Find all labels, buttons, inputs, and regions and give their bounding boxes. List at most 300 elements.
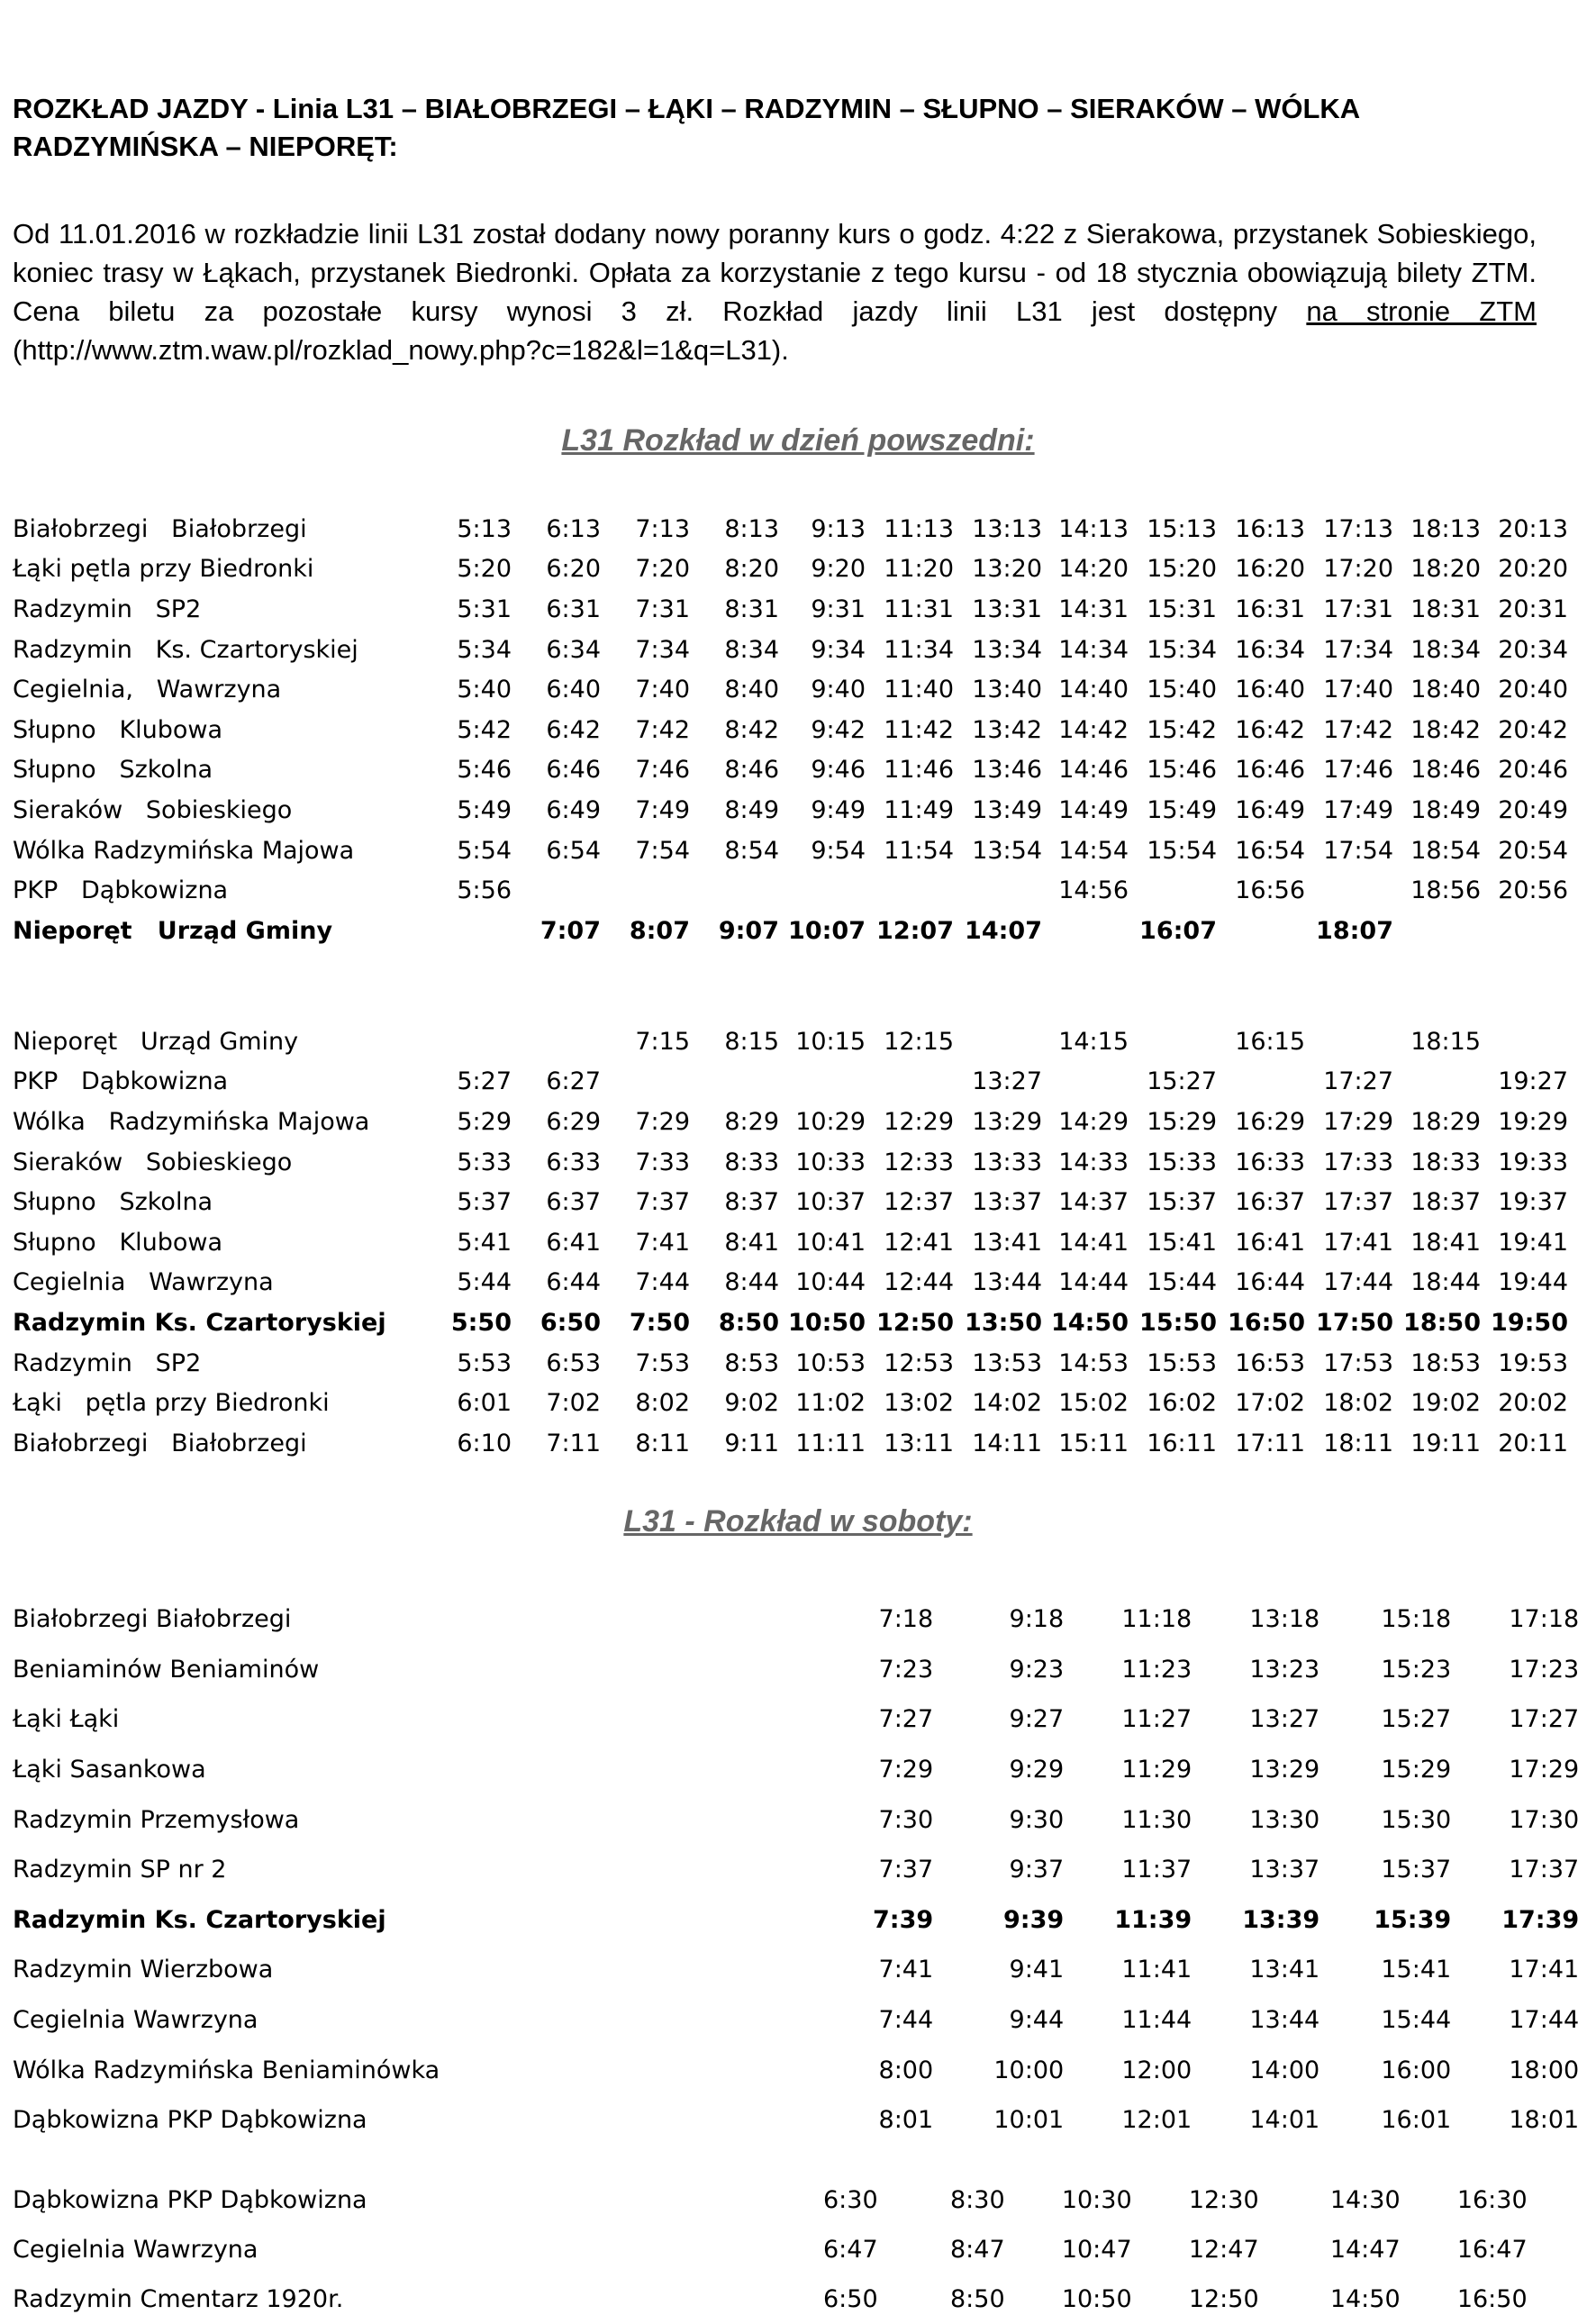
departure-time: 15:34 <box>1147 635 1217 664</box>
departure-time: 5:44 <box>457 1268 512 1297</box>
departure-time: 11:30 <box>1121 1805 1192 1834</box>
departure-time: 11:46 <box>884 756 954 785</box>
departure-time: 15:33 <box>1147 1148 1217 1176</box>
departure-time: 14:02 <box>972 1389 1042 1418</box>
departure-time: 7:11 <box>546 1429 601 1457</box>
departure-time: 5:34 <box>457 635 512 664</box>
departure-time: 12:50 <box>876 1308 954 1337</box>
departure-time: 13:42 <box>972 715 1042 744</box>
departure-time: 11:18 <box>1121 1605 1192 1634</box>
timetable-row <box>13 1383 1568 1423</box>
departure-time: 11:39 <box>1114 1905 1192 1934</box>
stop-name: Białobrzegi Białobrzegi <box>13 514 307 543</box>
departure-time: 15:23 <box>1381 1655 1452 1684</box>
timetable-row <box>13 1945 1579 1995</box>
departure-time: 13:11 <box>884 1429 954 1457</box>
timetable-row <box>13 1794 1579 1845</box>
departure-time: 15:27 <box>1147 1067 1217 1096</box>
departure-time: 17:29 <box>1323 1107 1393 1136</box>
departure-time <box>436 911 512 951</box>
departure-time: 17:46 <box>1323 756 1393 785</box>
departure-time: 6:49 <box>546 795 601 824</box>
timetable-row <box>13 790 1568 831</box>
departure-time: 7:30 <box>878 1805 934 1834</box>
departure-time: 17:50 <box>1316 1308 1393 1337</box>
departure-time: 15:40 <box>1147 676 1217 704</box>
stop-name: Łąki pętla przy Biedronki <box>13 1389 330 1418</box>
stop-name: Słupno Klubowa <box>13 1228 223 1257</box>
departure-time: 5:49 <box>457 795 512 824</box>
departure-time: 8:40 <box>724 676 779 704</box>
departure-time: 13:39 <box>1242 1905 1320 1934</box>
departure-time: 18:11 <box>1323 1429 1393 1457</box>
departure-time: 7:31 <box>635 595 690 623</box>
departure-time <box>1305 870 1393 911</box>
departure-time: 6:50 <box>823 2285 878 2313</box>
departure-time: 8:46 <box>724 756 779 785</box>
departure-time: 12:01 <box>1121 2106 1192 2135</box>
departure-time: 9:23 <box>1009 1655 1065 1684</box>
departure-time: 11:41 <box>1121 1956 1192 1984</box>
departure-time: 16:20 <box>1235 555 1305 584</box>
departure-time: 5:27 <box>457 1067 512 1096</box>
departure-time: 18:37 <box>1410 1188 1481 1217</box>
departure-time: 14:30 <box>1329 2186 1401 2214</box>
departure-time: 17:20 <box>1323 555 1393 584</box>
intro-paragraph <box>13 214 1537 369</box>
departure-time: 14:47 <box>1329 2236 1401 2264</box>
departure-time: 14:40 <box>1058 676 1129 704</box>
departure-time: 6:30 <box>823 2186 878 2214</box>
departure-time: 15:49 <box>1147 795 1217 824</box>
departure-time: 16:30 <box>1456 2186 1528 2214</box>
stop-name: Słupno Szkolna <box>13 1188 213 1217</box>
departure-time: 5:29 <box>457 1107 512 1136</box>
departure-time: 17:54 <box>1323 836 1393 865</box>
departure-time: 9:29 <box>1009 1756 1065 1784</box>
departure-time: 5:40 <box>457 676 512 704</box>
departure-time: 7:44 <box>878 2006 934 2035</box>
departure-time: 6:41 <box>546 1228 601 1257</box>
departure-time: 16:07 <box>1139 916 1217 945</box>
departure-time: 13:29 <box>972 1107 1042 1136</box>
departure-time: 19:27 <box>1498 1067 1568 1096</box>
departure-time: 8:50 <box>950 2285 1005 2313</box>
timetable-row <box>13 2274 1528 2324</box>
departure-time: 13:18 <box>1249 1605 1320 1634</box>
departure-time: 19:33 <box>1498 1148 1568 1176</box>
departure-time <box>954 870 1042 911</box>
departure-time: 8:29 <box>724 1107 779 1136</box>
departure-time: 7:02 <box>546 1389 601 1418</box>
timetable-row <box>13 549 1568 590</box>
departure-time: 16:49 <box>1235 795 1305 824</box>
departure-time: 16:44 <box>1235 1268 1305 1297</box>
departure-time: 13:50 <box>965 1308 1042 1337</box>
departure-time: 5:37 <box>457 1188 512 1217</box>
departure-time: 15:02 <box>1058 1389 1129 1418</box>
departure-time: 7:13 <box>635 514 690 543</box>
departure-time: 10:30 <box>1061 2186 1132 2214</box>
departure-time: 9:02 <box>724 1389 779 1418</box>
departure-time: 8:47 <box>950 2236 1005 2264</box>
timetable-row <box>13 1895 1579 1946</box>
timetable-row <box>13 2225 1528 2274</box>
departure-time: 18:13 <box>1410 514 1481 543</box>
departure-time <box>601 1062 690 1103</box>
departure-time: 14:11 <box>972 1429 1042 1457</box>
departure-time: 11:34 <box>884 635 954 664</box>
departure-time: 14:50 <box>1051 1308 1129 1337</box>
departure-time: 8:11 <box>635 1429 690 1457</box>
stop-name: Wólka Radzymińska Beniaminówka <box>13 2056 440 2084</box>
departure-time: 11:37 <box>1121 1856 1192 1884</box>
departure-time: 18:50 <box>1403 1308 1481 1337</box>
departure-time: 17:42 <box>1323 715 1393 744</box>
departure-time <box>1305 1021 1393 1062</box>
departure-time: 14:41 <box>1058 1228 1129 1257</box>
departure-time: 18:02 <box>1323 1389 1393 1418</box>
departure-time: 18:53 <box>1410 1348 1481 1377</box>
departure-time: 10:33 <box>795 1148 866 1176</box>
departure-time <box>1481 1021 1568 1062</box>
timetable-row <box>13 1182 1568 1222</box>
stop-name: Beniaminów Beniaminów <box>13 1655 320 1684</box>
departure-time: 14:44 <box>1058 1268 1129 1297</box>
departure-time: 14:33 <box>1058 1148 1129 1176</box>
departure-time: 20:46 <box>1498 756 1568 785</box>
departure-time: 18:42 <box>1410 715 1481 744</box>
departure-time: 14:37 <box>1058 1188 1129 1217</box>
departure-time: 19:29 <box>1498 1107 1568 1136</box>
departure-time: 16:02 <box>1147 1389 1217 1418</box>
timetable-row <box>13 750 1568 791</box>
departure-time: 16:33 <box>1235 1148 1305 1176</box>
timetable-row <box>13 1062 1568 1103</box>
departure-time: 7:20 <box>635 555 690 584</box>
departure-time: 14:54 <box>1058 836 1129 865</box>
stop-name: Radzymin SP2 <box>13 1348 202 1377</box>
departure-time: 14:13 <box>1058 514 1129 543</box>
departure-time: 8:34 <box>724 635 779 664</box>
departure-time: 13:31 <box>972 595 1042 623</box>
departure-time: 18:34 <box>1410 635 1481 664</box>
departure-time: 16:53 <box>1235 1348 1305 1377</box>
departure-time: 14:34 <box>1058 635 1129 664</box>
departure-time: 19:44 <box>1498 1268 1568 1297</box>
departure-time <box>1217 1062 1305 1103</box>
saturday-heading: L31 - Rozkład w soboty: <box>623 1504 973 1539</box>
stop-name: Cegielnia Wawrzyna <box>13 2236 258 2264</box>
stop-name: Radzymin Ks. Czartoryskiej <box>13 1905 386 1934</box>
stop-name: Wólka Radzymińska Majowa <box>13 1107 370 1136</box>
departure-time: 15:30 <box>1381 1805 1452 1834</box>
departure-time: 8:49 <box>724 795 779 824</box>
departure-time: 15:46 <box>1147 756 1217 785</box>
departure-time: 17:18 <box>1509 1605 1580 1634</box>
departure-time: 8:33 <box>724 1148 779 1176</box>
departure-time <box>1042 1062 1129 1103</box>
stop-name: Łąki Sasankowa <box>13 1756 206 1784</box>
departure-time: 13:54 <box>972 836 1042 865</box>
stop-name: Radzymin SP2 <box>13 595 202 623</box>
departure-time: 8:00 <box>878 2056 934 2084</box>
departure-time: 14:00 <box>1249 2056 1320 2084</box>
departure-time: 6:42 <box>546 715 601 744</box>
stop-name: Dąbkowizna PKP Dąbkowizna <box>13 2186 367 2214</box>
departure-time: 12:41 <box>884 1228 954 1257</box>
departure-time: 14:15 <box>1058 1027 1129 1056</box>
stop-name: Sieraków Sobieskiego <box>13 1148 293 1176</box>
departure-time: 12:30 <box>1188 2186 1259 2214</box>
departure-time: 13:40 <box>972 676 1042 704</box>
weekday-heading: L31 Rozkład w dzień powszedni: <box>561 423 1035 458</box>
departure-time: 13:33 <box>972 1148 1042 1176</box>
departure-time: 18:20 <box>1410 555 1481 584</box>
departure-time: 9:49 <box>811 795 866 824</box>
departure-time: 8:53 <box>724 1348 779 1377</box>
timetable-row <box>13 669 1568 710</box>
departure-time: 18:01 <box>1509 2106 1580 2135</box>
departure-time: 15:44 <box>1381 2006 1452 2035</box>
departure-time: 16:11 <box>1147 1429 1217 1457</box>
departure-time: 8:02 <box>635 1389 690 1418</box>
departure-time: 7:29 <box>635 1107 690 1136</box>
departure-time: 12:29 <box>884 1107 954 1136</box>
stop-name: Radzymin Ks. Czartoryskiej <box>13 1308 386 1337</box>
departure-time: 18:29 <box>1410 1107 1481 1136</box>
departure-time <box>1217 911 1305 951</box>
departure-time: 14:31 <box>1058 595 1129 623</box>
departure-time <box>1393 1062 1481 1103</box>
departure-time: 8:30 <box>950 2186 1005 2214</box>
departure-time: 9:34 <box>811 635 866 664</box>
departure-time: 5:53 <box>457 1348 512 1377</box>
departure-time: 6:13 <box>546 514 601 543</box>
departure-time: 16:13 <box>1235 514 1305 543</box>
stop-name: Radzymin Przemysłowa <box>13 1805 300 1834</box>
departure-time: 15:29 <box>1381 1756 1452 1784</box>
departure-time: 9:42 <box>811 715 866 744</box>
departure-time: 18:33 <box>1410 1148 1481 1176</box>
departure-time: 16:56 <box>1235 876 1305 905</box>
departure-time: 17:11 <box>1235 1429 1305 1457</box>
departure-time: 17:29 <box>1509 1756 1580 1784</box>
departure-time: 15:37 <box>1381 1856 1452 1884</box>
timetable-row <box>13 1303 1568 1343</box>
departure-time: 17:31 <box>1323 595 1393 623</box>
departure-time: 18:56 <box>1410 876 1481 905</box>
departure-time: 10:01 <box>993 2106 1065 2135</box>
timetable-row <box>13 1645 1579 1695</box>
departure-time: 17:33 <box>1323 1148 1393 1176</box>
departure-time <box>866 870 954 911</box>
departure-time: 6:31 <box>546 595 601 623</box>
departure-time <box>1481 911 1568 951</box>
ztm-link[interactable]: na stronie ZTM <box>1306 295 1537 327</box>
departure-time: 11:49 <box>884 795 954 824</box>
departure-time: 8:20 <box>724 555 779 584</box>
departure-time: 14:42 <box>1058 715 1129 744</box>
departure-time: 9:44 <box>1009 2006 1065 2035</box>
departure-time: 6:37 <box>546 1188 601 1217</box>
departure-time: 13:37 <box>1249 1856 1320 1884</box>
departure-time: 8:37 <box>724 1188 779 1217</box>
stop-name: Słupno Klubowa <box>13 715 223 744</box>
departure-time: 13:30 <box>1249 1805 1320 1834</box>
timetable-row <box>13 2175 1528 2225</box>
stop-name: Łąki Łąki <box>13 1705 120 1734</box>
departure-time: 6:40 <box>546 676 601 704</box>
departure-time: 14:01 <box>1249 2106 1320 2135</box>
departure-time: 8:42 <box>724 715 779 744</box>
departure-time: 5:41 <box>457 1228 512 1257</box>
departure-time: 7:44 <box>635 1268 690 1297</box>
departure-time: 20:02 <box>1498 1389 1568 1418</box>
departure-time: 17:23 <box>1509 1655 1580 1684</box>
timetable-row <box>13 1694 1579 1745</box>
departure-time: 15:13 <box>1147 514 1217 543</box>
departure-time: 15:27 <box>1381 1705 1452 1734</box>
departure-time: 5:46 <box>457 756 512 785</box>
departure-time: 10:53 <box>795 1348 866 1377</box>
departure-time: 15:41 <box>1381 1956 1452 1984</box>
stop-name: Radzymin Wierzbowa <box>13 1956 274 1984</box>
departure-time <box>954 1021 1042 1062</box>
departure-time: 9:41 <box>1009 1956 1065 1984</box>
departure-time: 6:10 <box>457 1429 512 1457</box>
timetable-row <box>13 1745 1579 1795</box>
departure-time <box>1393 911 1481 951</box>
departure-time: 19:53 <box>1498 1348 1568 1377</box>
departure-time: 18:15 <box>1410 1027 1481 1056</box>
timetable-row <box>13 589 1568 630</box>
departure-time: 20:13 <box>1498 514 1568 543</box>
departure-time: 13:46 <box>972 756 1042 785</box>
departure-time: 7:41 <box>878 1956 934 1984</box>
departure-time: 16:37 <box>1235 1188 1305 1217</box>
departure-time: 7:42 <box>635 715 690 744</box>
departure-time: 13:27 <box>972 1067 1042 1096</box>
departure-time: 16:41 <box>1235 1228 1305 1257</box>
departure-time: 15:53 <box>1147 1348 1217 1377</box>
departure-time: 17:34 <box>1323 635 1393 664</box>
departure-time: 13:34 <box>972 635 1042 664</box>
departure-time: 13:27 <box>1249 1705 1320 1734</box>
departure-time: 12:44 <box>884 1268 954 1297</box>
departure-time: 17:41 <box>1509 1956 1580 1984</box>
departure-time: 9:30 <box>1009 1805 1065 1834</box>
departure-time: 7:27 <box>878 1705 934 1734</box>
departure-time: 17:37 <box>1509 1856 1580 1884</box>
timetable-row <box>13 1594 1579 1645</box>
departure-time: 18:41 <box>1410 1228 1481 1257</box>
departure-time: 19:37 <box>1498 1188 1568 1217</box>
stop-name: Nieporęt Urząd Gminy <box>13 916 333 945</box>
departure-time: 13:41 <box>1249 1956 1320 1984</box>
weekday-outbound-timetable <box>13 509 1568 951</box>
departure-time: 16:46 <box>1235 756 1305 785</box>
departure-time: 6:34 <box>546 635 601 664</box>
departure-time: 11:27 <box>1121 1705 1192 1734</box>
timetable-row <box>13 870 1568 911</box>
departure-time: 13:29 <box>1249 1756 1320 1784</box>
departure-time: 16:40 <box>1235 676 1305 704</box>
departure-time: 9:39 <box>1003 1905 1065 1934</box>
departure-time: 9:37 <box>1009 1856 1065 1884</box>
departure-time: 16:47 <box>1456 2236 1528 2264</box>
departure-time: 14:53 <box>1058 1348 1129 1377</box>
departure-time: 15:20 <box>1147 555 1217 584</box>
intro-text: Od 11.01.2016 w rozkładzie linii L31 został dodany nowy poranny kurs o godz. 4:22 z Sierakowa, przystanek Sobieskiego, koniec trasy w Łąkach, przystanek Biedronki. Opłata za korzystanie z tego kursu - od 18 stycznia obowiązują bilety ZTM. Cena biletu za pozostałe kursy wynosi 3 zł. Rozkład jazdy linii L31 jest dostępny <box>13 218 1537 327</box>
departure-time: 5:33 <box>457 1148 512 1176</box>
departure-time: 6:44 <box>546 1268 601 1297</box>
departure-time: 13:44 <box>972 1268 1042 1297</box>
departure-time: 19:41 <box>1498 1228 1568 1257</box>
departure-time: 9:54 <box>811 836 866 865</box>
departure-time: 13:23 <box>1249 1655 1320 1684</box>
departure-time: 9:11 <box>724 1429 779 1457</box>
timetable-row <box>13 831 1568 871</box>
departure-time: 6:33 <box>546 1148 601 1176</box>
departure-time: 6:50 <box>540 1308 601 1337</box>
departure-time: 13:53 <box>972 1348 1042 1377</box>
departure-time: 13:44 <box>1249 2006 1320 2035</box>
departure-time: 7:18 <box>878 1605 934 1634</box>
departure-time: 7:07 <box>540 916 601 945</box>
departure-time: 10:47 <box>1061 2236 1132 2264</box>
stop-name: Wólka Radzymińska Majowa <box>13 836 355 865</box>
departure-time: 9:20 <box>811 555 866 584</box>
departure-time: 6:54 <box>546 836 601 865</box>
departure-time: 5:50 <box>450 1308 512 1337</box>
timetable-row <box>13 710 1568 750</box>
departure-time: 16:34 <box>1235 635 1305 664</box>
departure-time: 10:37 <box>795 1188 866 1217</box>
departure-time: 15:41 <box>1147 1228 1217 1257</box>
departure-time: 11:23 <box>1121 1655 1192 1684</box>
departure-time: 15:50 <box>1139 1308 1217 1337</box>
stop-name: Cegielnia Wawrzyna <box>13 1268 274 1297</box>
departure-time: 15:18 <box>1381 1605 1452 1634</box>
stop-name: Radzymin SP nr 2 <box>13 1856 227 1884</box>
departure-time: 13:49 <box>972 795 1042 824</box>
departure-time: 12:53 <box>884 1348 954 1377</box>
departure-time <box>690 870 779 911</box>
timetable-row <box>13 1343 1568 1384</box>
departure-time: 15:37 <box>1147 1188 1217 1217</box>
departure-time: 20:34 <box>1498 635 1568 664</box>
departure-time: 8:41 <box>724 1228 779 1257</box>
departure-time: 18:46 <box>1410 756 1481 785</box>
departure-time: 8:54 <box>724 836 779 865</box>
departure-time: 15:42 <box>1147 715 1217 744</box>
departure-time: 16:29 <box>1235 1107 1305 1136</box>
stop-name: Radzymin Ks. Czartoryskiej <box>13 635 358 664</box>
stop-name: Białobrzegi Białobrzegi <box>13 1429 307 1457</box>
timetable-row <box>13 1845 1579 1895</box>
departure-time: 12:33 <box>884 1148 954 1176</box>
departure-time: 6:27 <box>546 1067 601 1096</box>
departure-time: 7:49 <box>635 795 690 824</box>
departure-time: 13:37 <box>972 1188 1042 1217</box>
departure-time: 12:47 <box>1188 2236 1259 2264</box>
departure-time: 9:31 <box>811 595 866 623</box>
departure-time <box>866 1062 954 1103</box>
departure-time: 8:31 <box>724 595 779 623</box>
departure-time: 16:00 <box>1381 2056 1452 2084</box>
stop-name: Słupno Szkolna <box>13 756 213 785</box>
